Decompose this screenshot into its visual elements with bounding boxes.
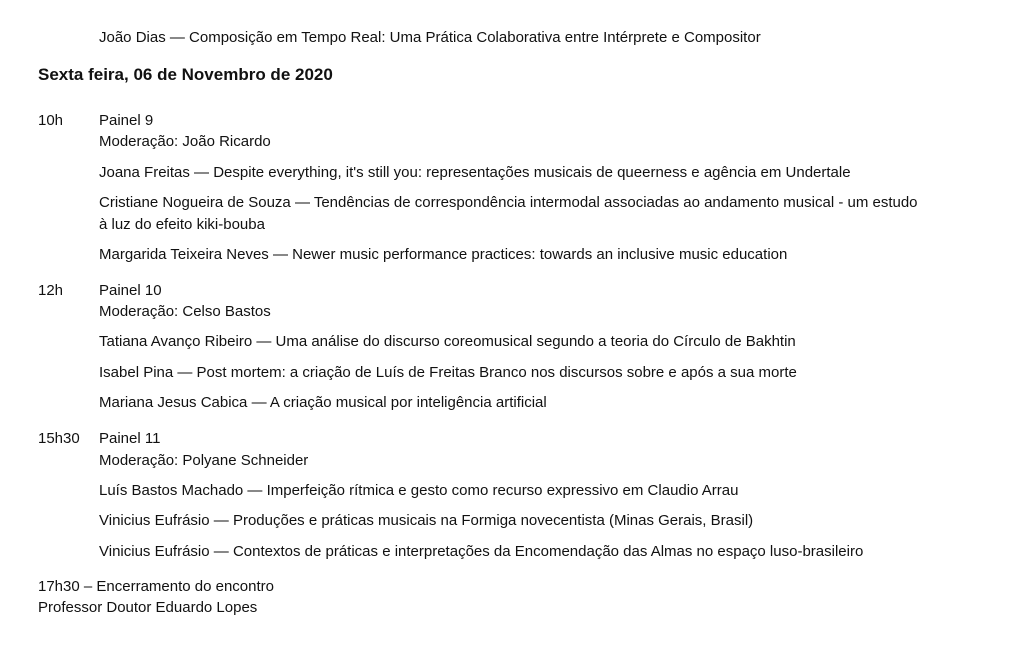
session-time: 10h [38,112,64,129]
talk-entry: Vinicius Eufrásio — Produções e práticas musicais na Formiga novecentista (Minas Gerais, Brasil) [99,512,754,529]
talk-entry: Vinicius Eufrásio — Contextos de práticas e interpretações da Encomendação das Almas no espaço luso-brasileiro [99,543,864,560]
talk-entry: Luís Bastos Machado — Imperfeição rítmica e gesto como recurso expressivo em Claudio Arrau [99,482,739,499]
talk-entry: Margarida Teixeira Neves — Newer music performance practices: towards an inclusive music education [99,246,788,263]
talk-entry: Joana Freitas — Despite everything, it's still you: representações musicais de queerness e agência em Undertale [99,164,851,181]
moderation: Moderação: Celso Bastos [99,303,271,320]
panel-title: Painel 9 [99,112,154,129]
day-heading: Sexta feira, 06 de Novembro de 2020 [38,65,333,84]
closing-line: 17h30 – Encerramento do encontro [38,578,274,595]
closing-speaker: Professor Doutor Eduardo Lopes [38,599,258,616]
panel-title: Painel 10 [99,282,162,299]
session-time: 12h [38,282,64,299]
talk-entry: Mariana Jesus Cabica — A criação musical por inteligência artificial [99,394,547,411]
talk-entry: Cristiane Nogueira de Souza — Tendências de correspondência intermodal associadas ao andamento musical - um estudo à luz do efeito kiki-bouba [99,194,918,233]
moderation: Moderação: João Ricardo [99,133,271,150]
talk-entry: Isabel Pina — Post mortem: a criação de Luís de Freitas Branco nos discursos sobre e após a sua morte [99,364,797,381]
session-time: 15h30 [38,430,80,447]
panel-title: Painel 11 [99,430,161,447]
moderation: Moderação: Polyane Schneider [99,452,309,469]
talk-entry: Tatiana Avanço Ribeiro — Uma análise do discurso coreomusical segundo a teoria do Círculo de Bakhtin [99,333,796,350]
intro-entry: João Dias — Composição em Tempo Real: Uma Prática Colaborativa entre Intérprete e Compositor [99,29,761,46]
